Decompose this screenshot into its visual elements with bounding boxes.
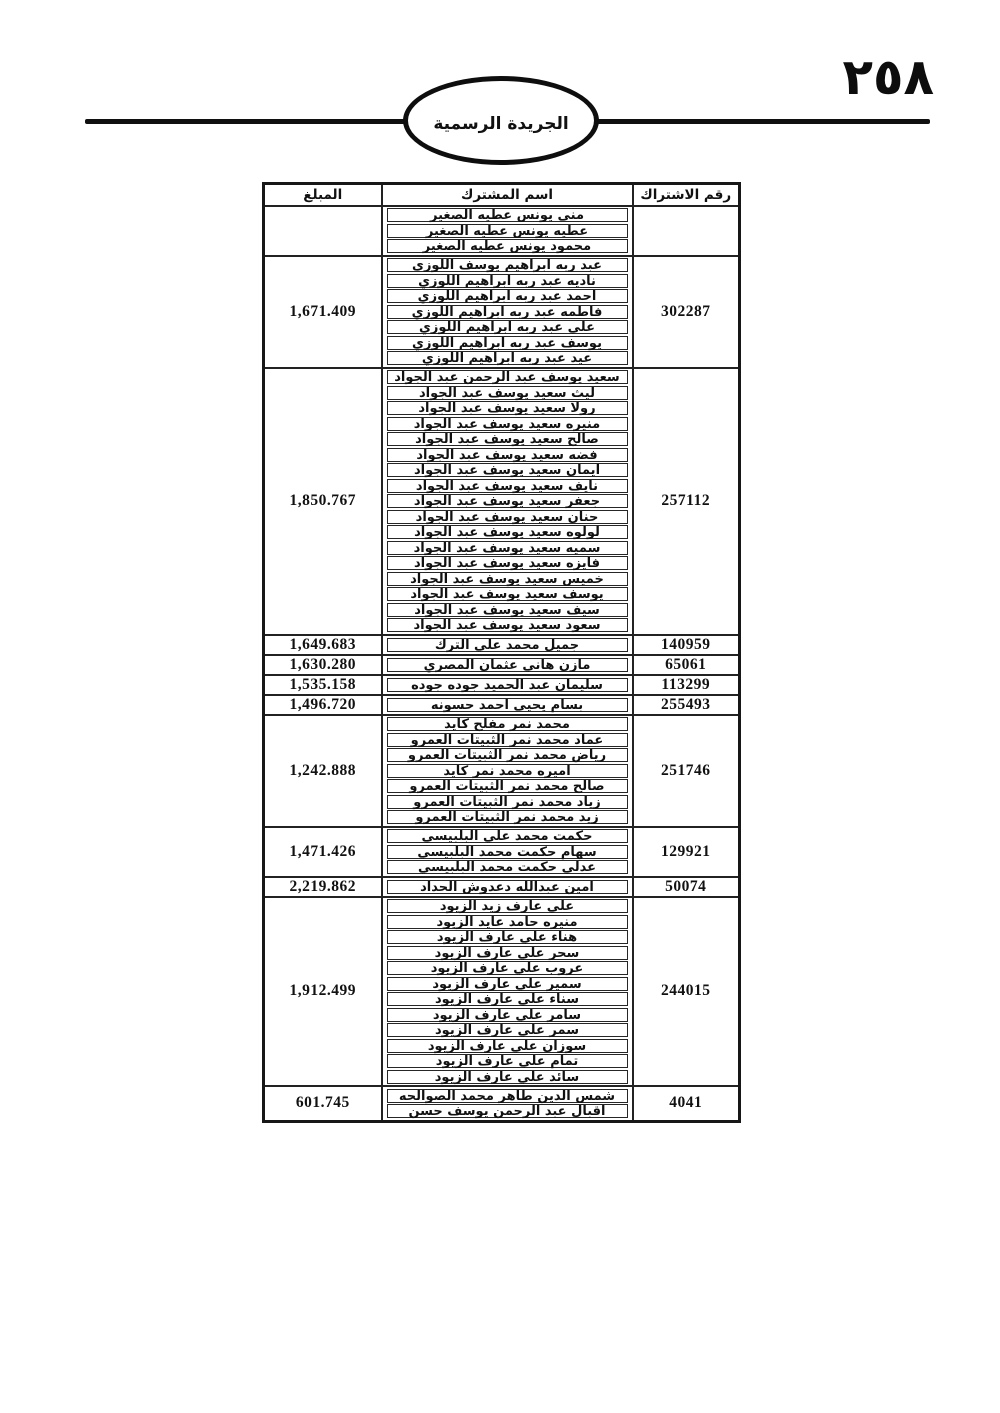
subscriber-names-cell [382,715,633,827]
subscriber-name-box: محمود يونس عطيه الصغير [387,239,628,253]
amount-cell: 601.745 [264,1086,382,1121]
subscription-number-cell: 302287 [633,256,740,368]
amount-cell: 1,535.158 [264,675,382,695]
subscriber-name-box: جميل محمد علي الترك [387,638,628,652]
column-header-subscription-number: رقم الاشتراك [633,184,740,206]
subscriber-group-row [264,877,740,897]
subscriber-name-box: سمر علي عارف الزيود [387,1023,628,1037]
subscriber-names-cell [382,635,633,655]
subscriber-name-box: ليث سعيد يوسف عبد الجواد [387,386,628,400]
subscriber-names-cell [382,877,633,897]
subscriber-name-box: علي عبد ربه ابراهيم اللوزي [387,320,628,334]
subscriber-name-box: علي عارف زيد الزيود [387,899,628,913]
subscriber-name-box: منيره سعيد يوسف عبد الجواد [387,417,628,431]
subscriber-group-row [264,655,740,675]
subscription-number-cell: 113299 [633,675,740,695]
subscriber-name-box: رولا سعيد يوسف عبد الجواد [387,401,628,415]
subscriber-name-box: مازن هاني عثمان المصري [387,658,628,672]
subscriber-name-box: حكمت محمد علي البلبيسي [387,829,628,843]
subscriber-name-box: فايزه سعيد يوسف عبد الجواد [387,556,628,570]
page-number: ٢٥٨ [842,48,934,106]
subscriber-name-box: نايف سعيد يوسف عبد الجواد [387,479,628,493]
subscriber-name-box: منى يونس عطيه الصغير [387,208,628,222]
subscriber-name-box: لولوه سعيد يوسف عبد الجواد [387,525,628,539]
subscriber-names-cell [382,897,633,1087]
subscriber-group-row [264,897,740,1087]
subscriber-name-box: زياد محمد نمر الثبيتات العمرو [387,795,628,809]
subscriber-name-box: محمد نمر مفلح كايد [387,717,628,731]
subscriber-names-cell [382,827,633,877]
subscriber-name-box: سحر علي عارف الزيود [387,946,628,960]
subscribers-table [262,182,741,1123]
subscriber-name-box: سعيد يوسف عبد الرحمن عبد الجواد [387,370,628,384]
subscriber-name-box: اميره محمد نمر كايد [387,764,628,778]
subscription-number-cell: 4041 [633,1086,740,1121]
subscriber-name-box: سهام حكمت محمد البلبيسي [387,845,628,859]
subscriber-name-box: تمام علي عارف الزيود [387,1054,628,1068]
subscription-number-cell: 140959 [633,635,740,655]
subscribers-table-body [264,206,740,1122]
subscription-number-cell: 255493 [633,695,740,715]
subscriber-name-box: سائد علي عارف الزيود [387,1070,628,1084]
subscriber-name-box: رياض محمد نمر الثبيتات العمرو [387,748,628,762]
subscriber-name-box: صالح سعيد يوسف عبد الجواد [387,432,628,446]
column-header-subscriber-name: اسم المشترك [382,184,633,206]
amount-cell: 1,912.499 [264,897,382,1087]
subscriber-group-row [264,695,740,715]
subscriber-group-row [264,827,740,877]
subscriber-name-box: عطيه يونس عطيه الصغير [387,224,628,238]
subscriber-name-box: احمد عبد ربه ابراهيم اللوزي [387,289,628,303]
subscriber-names-cell [382,675,633,695]
subscriber-group-row [264,635,740,655]
amount-cell: 1,671.409 [264,256,382,368]
subscriber-name-box: ايمان سعيد يوسف عبد الجواد [387,463,628,477]
subscription-number-cell: 257112 [633,368,740,635]
subscriber-group-row [264,206,740,256]
amount-cell: 1,471.426 [264,827,382,877]
subscriber-name-box: اقبال عبد الرحمن يوسف حسن [387,1104,628,1118]
subscriber-names-cell [382,368,633,635]
subscriber-name-box: يوسف سعيد يوسف عبد الجواد [387,587,628,601]
subscriber-name-box: عبد ربه ابراهيم يوسف اللوزى [387,258,628,272]
amount-cell: 1,496.720 [264,695,382,715]
header-row [264,184,740,206]
amount-cell: 1,630.280 [264,655,382,675]
subscriber-name-box: جعفر سعيد يوسف عبد الجواد [387,494,628,508]
subscription-number-cell: 244015 [633,897,740,1087]
subscriber-name-box: بسام يحيى احمد حسونه [387,698,628,712]
subscription-number-cell [633,206,740,256]
subscriber-name-box: امين عبدالله دعدوش الحداد [387,880,628,894]
gazette-title-ellipse [403,76,599,165]
subscriber-names-cell [382,206,633,256]
subscriber-name-box: عروب علي عارف الزيود [387,961,628,975]
subscriber-name-box: منيره حامد عايد الزيود [387,915,628,929]
subscription-number-cell: 65061 [633,655,740,675]
subscription-number-cell: 129921 [633,827,740,877]
subscriber-group-row [264,368,740,635]
subscriber-group-row [264,715,740,827]
subscriber-name-box: سوزان علي عارف الزيود [387,1039,628,1053]
subscriber-name-box: هناء علي عارف الزيود [387,930,628,944]
subscriber-name-box: سليمان عبد الحميد جوده جوده [387,678,628,692]
subscriber-name-box: شمس الدين طاهر محمد الصوالحه [387,1089,628,1103]
subscriber-name-box: سيف سعيد يوسف عبد الجواد [387,603,628,617]
amount-cell: 1,649.683 [264,635,382,655]
amount-cell: 2,219.862 [264,877,382,897]
amount-cell: 1,242.888 [264,715,382,827]
subscriber-name-box: عماد محمد نمر الثبيتات العمرو [387,733,628,747]
subscriber-group-row [264,256,740,368]
subscriber-names-cell [382,256,633,368]
subscriber-name-box: سميه سعيد يوسف عبد الجواد [387,541,628,555]
subscriber-name-box: يوسف عبد ربه ابراهيم اللوزي [387,336,628,350]
amount-cell [264,206,382,256]
subscriber-names-cell [382,1086,633,1121]
subscriber-name-box: خميس سعيد يوسف عبد الجواد [387,572,628,586]
subscription-number-cell: 251746 [633,715,740,827]
subscriber-name-box: عدلي حكمت محمد البلبيسي [387,860,628,874]
subscriber-name-box: سمير علي عارف الزيود [387,977,628,991]
subscribers-table-header [264,184,740,206]
subscriber-group-row [264,1086,740,1121]
subscriber-name-box: صالح محمد نمر الثبيتات العمرو [387,779,628,793]
amount-cell: 1,850.767 [264,368,382,635]
subscriber-name-box: عيد عبد ربه ابراهيم اللوزي [387,351,628,365]
subscriber-name-box: سعود سعيد يوسف عبد الجواد [387,618,628,632]
gazette-title: الجريدة الرسمية [433,113,569,134]
subscriber-names-cell [382,695,633,715]
subscriber-name-box: زيد محمد نمر الثبيتات العمرو [387,810,628,824]
subscriber-group-row [264,675,740,695]
column-header-amount: المبلغ [264,184,382,206]
subscriber-name-box: فضه سعيد يوسف عبد الجواد [387,448,628,462]
subscriber-names-cell [382,655,633,675]
subscriber-name-box: سامر علي عارف الزيود [387,1008,628,1022]
subscriber-name-box: حنان سعيد يوسف عبد الجواد [387,510,628,524]
subscriber-name-box: ناديه عبد ربه ابراهيم اللوزي [387,274,628,288]
subscriber-name-box: فاطمه عبد ربه ابراهيم اللوزي [387,305,628,319]
subscription-number-cell: 50074 [633,877,740,897]
subscriber-name-box: سناء علي عارف الزيود [387,992,628,1006]
